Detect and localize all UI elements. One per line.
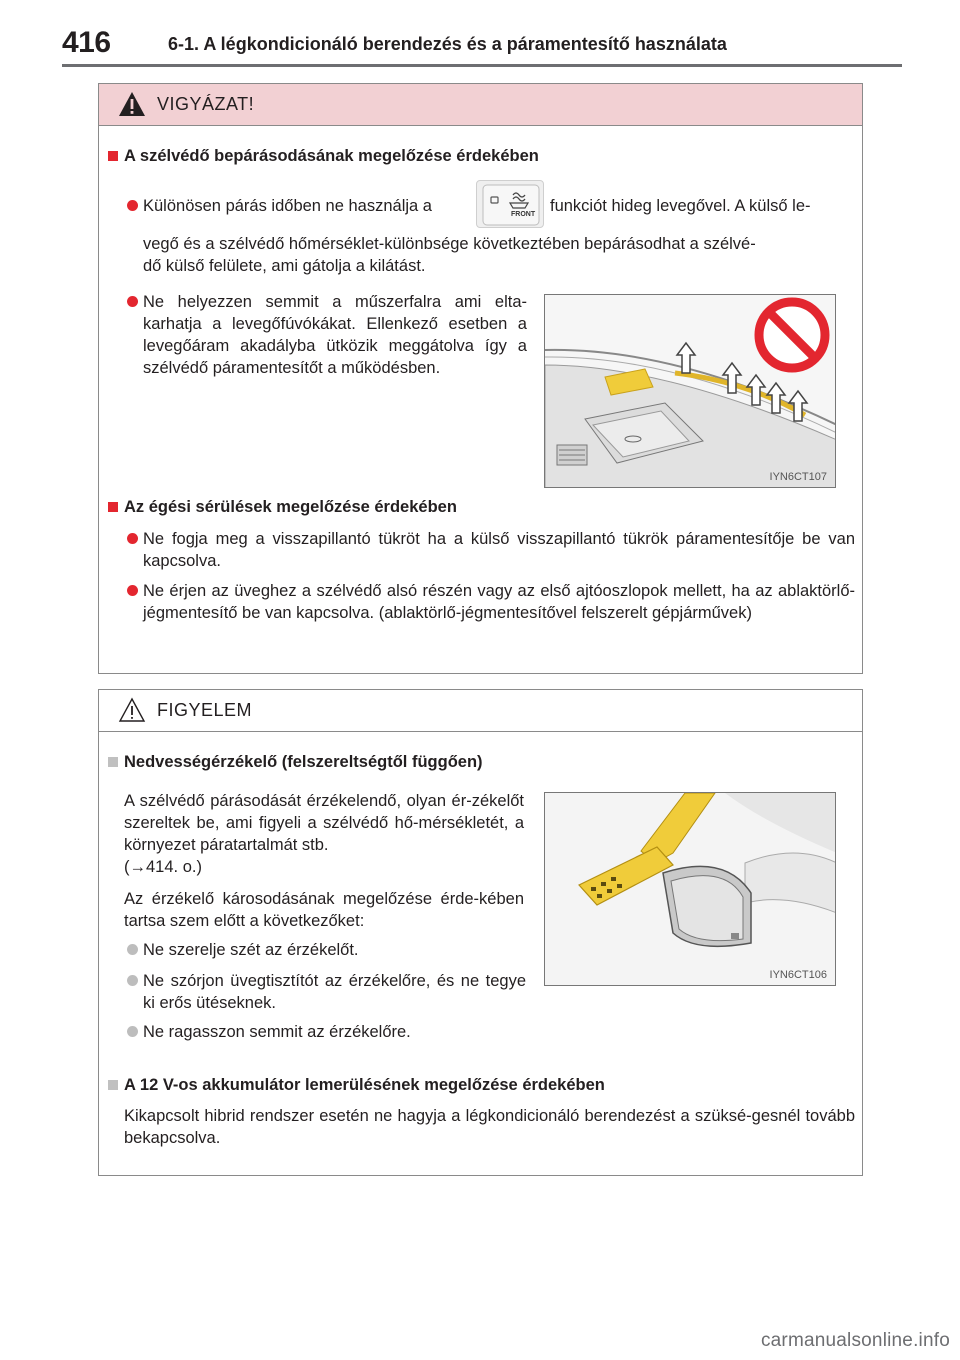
defog-bullet1-line3: dő külső felülete, ami gátolja a kilátást. xyxy=(143,257,426,275)
sensor-bullet3: Ne ragasszon semmit az érzékelőre. xyxy=(143,1023,411,1041)
section-marker-icon xyxy=(108,151,118,161)
header-rule xyxy=(62,64,902,67)
bullet-icon xyxy=(127,533,138,544)
warning-box-header xyxy=(99,84,862,126)
section-title: 6-1. A légkondicionáló berendezés és a páramentesítő használata xyxy=(168,34,727,54)
sensor-bullet1: Ne szerelje szét az érzékelőt. xyxy=(143,941,359,959)
bullet-icon xyxy=(127,200,138,211)
image-code: IYN6CT107 xyxy=(769,471,827,483)
watermark: carmanualsonline.info xyxy=(760,1330,950,1351)
warning-triangle-icon xyxy=(117,90,147,123)
humidity-sensor-para2: Az érzékelő károsodásának megelőzése érde-kében tartsa szem előtt a következőket: xyxy=(124,890,524,930)
notice-box-header xyxy=(99,690,862,732)
defog-bullet1-part1: Különösen párás időben ne használja a xyxy=(143,197,432,215)
humidity-sensor-para1: A szélvédő párásodását érzékelendő, olyan ér-zékelőt szereltek be, ami figyeli a szélvédő hő-mérsékletét, a környezet páratartalmát stb. xyxy=(124,792,524,854)
bullet-icon xyxy=(127,944,138,955)
defog-bullet1-part2: funkciót hideg levegővel. A külső le- xyxy=(550,197,811,215)
bullet-icon xyxy=(127,975,138,986)
sensor-bullet2: Ne szórjon üvegtisztítót az érzékelőre, és ne tegye ki erős ütéseknek. xyxy=(143,972,526,1012)
section-marker-icon xyxy=(108,502,118,512)
bullet-icon xyxy=(127,1026,138,1037)
burn-bullet2: Ne érjen az üveghez a szélvédő alsó részén vagy az első ajtóoszlopok mellett, ha az ablaktörlő-jégmentesítő be van kapcsolva. (ablaktörlő-jégmentesítővel felszerelt gépjárművek) xyxy=(143,582,855,622)
dashboard-vents-illustration xyxy=(544,294,836,488)
bullet-icon xyxy=(127,296,138,307)
front-button-label: FRONT xyxy=(511,211,536,218)
warning-title: VIGYÁZAT! xyxy=(157,94,255,114)
section-marker-icon xyxy=(108,757,118,767)
notice-title: FIGYELEM xyxy=(157,700,253,720)
section-marker-icon xyxy=(108,1080,118,1090)
bullet-icon xyxy=(127,585,138,596)
burn-heading: Az égési sérülések megelőzése érdekében xyxy=(124,498,457,516)
humidity-sensor-heading: Nedvességérzékelő (felszereltségtől függően) xyxy=(124,753,483,771)
battery-heading: A 12 V-os akkumulátor lemerülésének megelőzése érdekében xyxy=(124,1076,605,1094)
page-number: 416 xyxy=(62,26,111,59)
image-code: IYN6CT106 xyxy=(769,969,827,981)
humidity-sensor-illustration xyxy=(544,792,836,986)
front-defogger-button-icon xyxy=(476,180,544,228)
burn-bullet1: Ne fogja meg a visszapillantó tükröt ha a külső visszapillantó tükrök páramentesítője be van kapcsolva. xyxy=(143,530,855,570)
page-reference: (→414. o.) xyxy=(124,858,202,876)
page-header xyxy=(62,26,902,66)
battery-text: Kikapcsolt hibrid rendszer esetén ne hagyja a légkondicionáló berendezést a szüksé-gesnél tovább bekapcsolva. xyxy=(124,1107,855,1147)
caution-outline-triangle-icon xyxy=(117,696,147,729)
defog-bullet1-line2: vegő és a szélvédő hőmérséklet-különbsége következtében bepárásodhat a szélvé- xyxy=(143,235,756,253)
defog-bullet2: Ne helyezzen semmit a műszerfalra ami elta-karhatja a levegőfúvókákat. Ellenkező esetben a levegőáram akadályba ütközik meggátolva így a szélvédő páramentesítőt a működésben. xyxy=(143,293,527,377)
defog-heading: A szélvédő bepárásodásának megelőzése érdekében xyxy=(124,147,539,165)
